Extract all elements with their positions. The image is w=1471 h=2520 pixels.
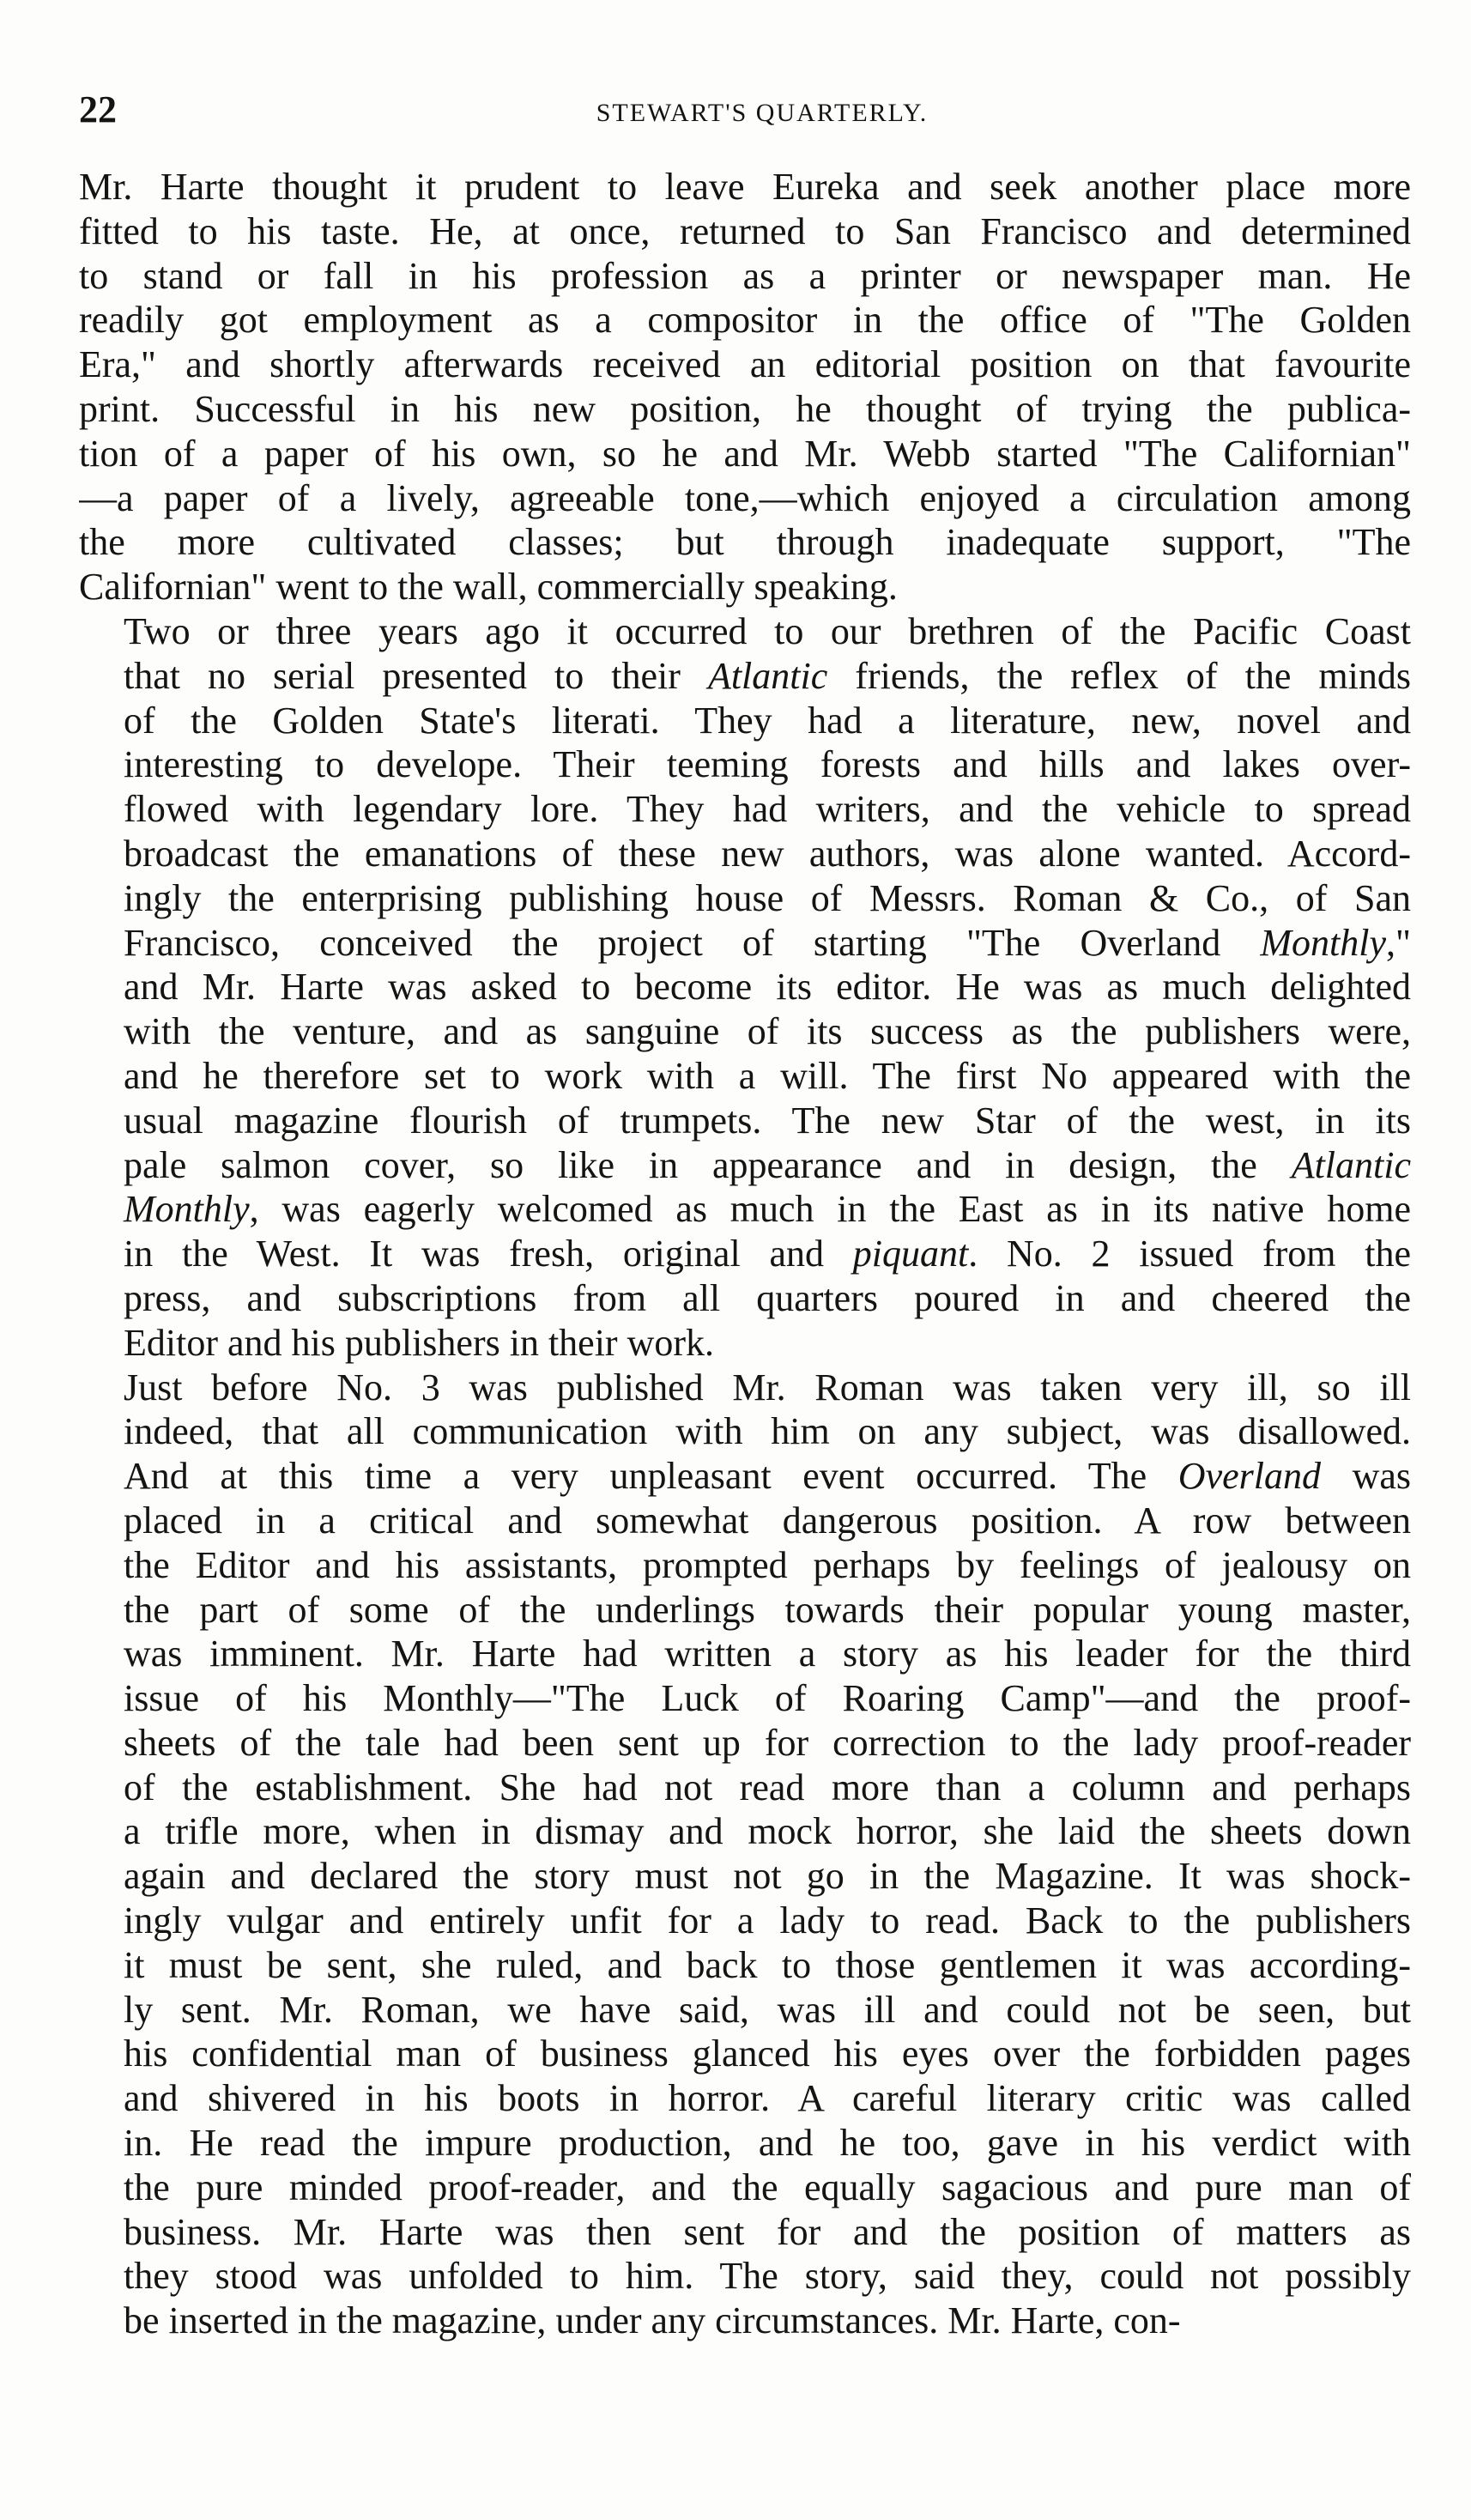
text-line: again and declared the story must not go in the Magazine. It was shock- [124, 1855, 1411, 1898]
text-line: the part of some of the underlings towards their popular young master, [124, 1588, 1411, 1631]
text-line: flowed with legendary lore. They had writers, and the vehicle to spread [124, 788, 1411, 831]
paragraph-3 [79, 1366, 1411, 2344]
text-line: was imminent. Mr. Harte had written a story as his leader for the third [124, 1633, 1411, 1675]
text-line: Mr. Harte thought it prudent to leave Eureka and seek another place more [79, 166, 1411, 208]
running-title: STEWART'S QUARTERLY. [596, 99, 929, 127]
text-line: Monthly, was eagerly welcomed as much in the East as in its native home [124, 1188, 1411, 1231]
text-line: Just before No. 3 was published Mr. Roman was taken very ill, so ill [124, 1366, 1411, 1408]
text-line: fitted to his taste. He, at once, returned to San Francisco and determined [79, 209, 1411, 252]
running-head [79, 84, 1411, 136]
text-line: indeed, that all communication with him on any subject, was disallowed. [124, 1410, 1411, 1453]
text-line: Californian" went to the wall, commercially speaking. [79, 566, 898, 609]
text-line: readily got employment as a compositor in the office of "The Golden [79, 299, 1411, 342]
text-line: And at this time a very unpleasant event occurred. The Overland was [124, 1455, 1411, 1498]
paragraph-2 [79, 609, 1411, 1366]
text-line: in. He read the impure production, and he too, gave in his verdict with [124, 2122, 1411, 2165]
body-text [79, 165, 1411, 2343]
text-line: ly sent. Mr. Roman, we have said, was ill and could not be seen, but [124, 1988, 1411, 2031]
text-line: ingly the enterprising publishing house of Messrs. Roman & Co., of San [124, 876, 1411, 919]
page-number: 22 [79, 88, 117, 130]
text-line: with the venture, and as sanguine of its success as the publishers were, [124, 1010, 1411, 1053]
text-line: his confidential man of business glanced his eyes over the forbidden pages [124, 2032, 1411, 2075]
text-line: Two or three years ago it occurred to our brethren of the Pacific Coast [124, 609, 1411, 652]
text-line: pale salmon cover, so like in appearance and in design, the Atlantic [124, 1143, 1411, 1186]
text-line: ingly vulgar and entirely unfit for a lady to read. Back to the publishers [124, 1899, 1411, 1942]
text-line: the more cultivated classes; but through inadequate support, "The [79, 521, 1411, 564]
text-line: of the Golden State's literati. They had a literature, new, novel and [124, 699, 1411, 742]
text-line: they stood was unfolded to him. The story, said they, could not possibly [124, 2255, 1411, 2298]
text-line: press, and subscriptions from all quarters poured in and cheered the [124, 1276, 1411, 1319]
text-line: Francisco, conceived the project of starting "The Overland Monthly," [124, 921, 1411, 964]
text-line: of the establishment. She had not read more than a column and perhaps [124, 1766, 1411, 1808]
text-line: usual magazine flourish of trumpets. The new Star of the west, in its [124, 1099, 1411, 1142]
text-line: interesting to develope. Their teeming forests and hills and lakes over- [124, 743, 1411, 786]
text-line: Era," and shortly afterwards received an editorial position on that favourite [79, 343, 1411, 386]
text-line: business. Mr. Harte was then sent for and the position of matters as [124, 2210, 1411, 2253]
text-line: issue of his Monthly—"The Luck of Roaring Camp"—and the proof- [124, 1677, 1411, 1720]
text-line: the Editor and his assistants, prompted perhaps by feelings of jealousy on [124, 1543, 1411, 1586]
text-line: in the West. It was fresh, original and piquant. No. 2 issued from the [124, 1233, 1411, 1275]
paragraph-1 [79, 165, 1411, 609]
text-line: placed in a critical and somewhat dangerous position. A row between [124, 1499, 1411, 1542]
text-line: Editor and his publishers in their work. [124, 1321, 715, 1364]
text-line: it must be sent, she ruled, and back to those gentlemen it was according- [124, 1943, 1411, 1986]
text-line: print. Successful in his new position, he thought of trying the publica- [79, 387, 1411, 430]
text-line: a trifle more, when in dismay and mock horror, she laid the sheets down [124, 1810, 1411, 1853]
text-line: tion of a paper of his own, so he and Mr. Webb started "The Californian" [79, 432, 1411, 475]
text-line: and shivered in his boots in horror. A careful literary critic was called [124, 2077, 1411, 2120]
text-line: that no serial presented to their Atlantic friends, the reflex of the minds [124, 654, 1411, 697]
text-line: the pure minded proof-reader, and the equally sagacious and pure man of [124, 2166, 1411, 2208]
text-line: be inserted in the magazine, under any circumstances. Mr. Harte, con- [124, 2299, 1181, 2342]
text-line: and he therefore set to work with a will. The first No appeared with the [124, 1054, 1411, 1097]
text-line: —a paper of a lively, agreeable tone,—which enjoyed a circulation among [79, 476, 1411, 519]
text-line: broadcast the emanations of these new authors, was alone wanted. Accord- [124, 832, 1411, 875]
text-line: and Mr. Harte was asked to become its editor. He was as much delighted [124, 966, 1411, 1009]
text-line: sheets of the tale had been sent up for correction to the lady proof-reader [124, 1721, 1411, 1764]
text-line: to stand or fall in his profession as a printer or newspaper man. He [79, 254, 1411, 297]
